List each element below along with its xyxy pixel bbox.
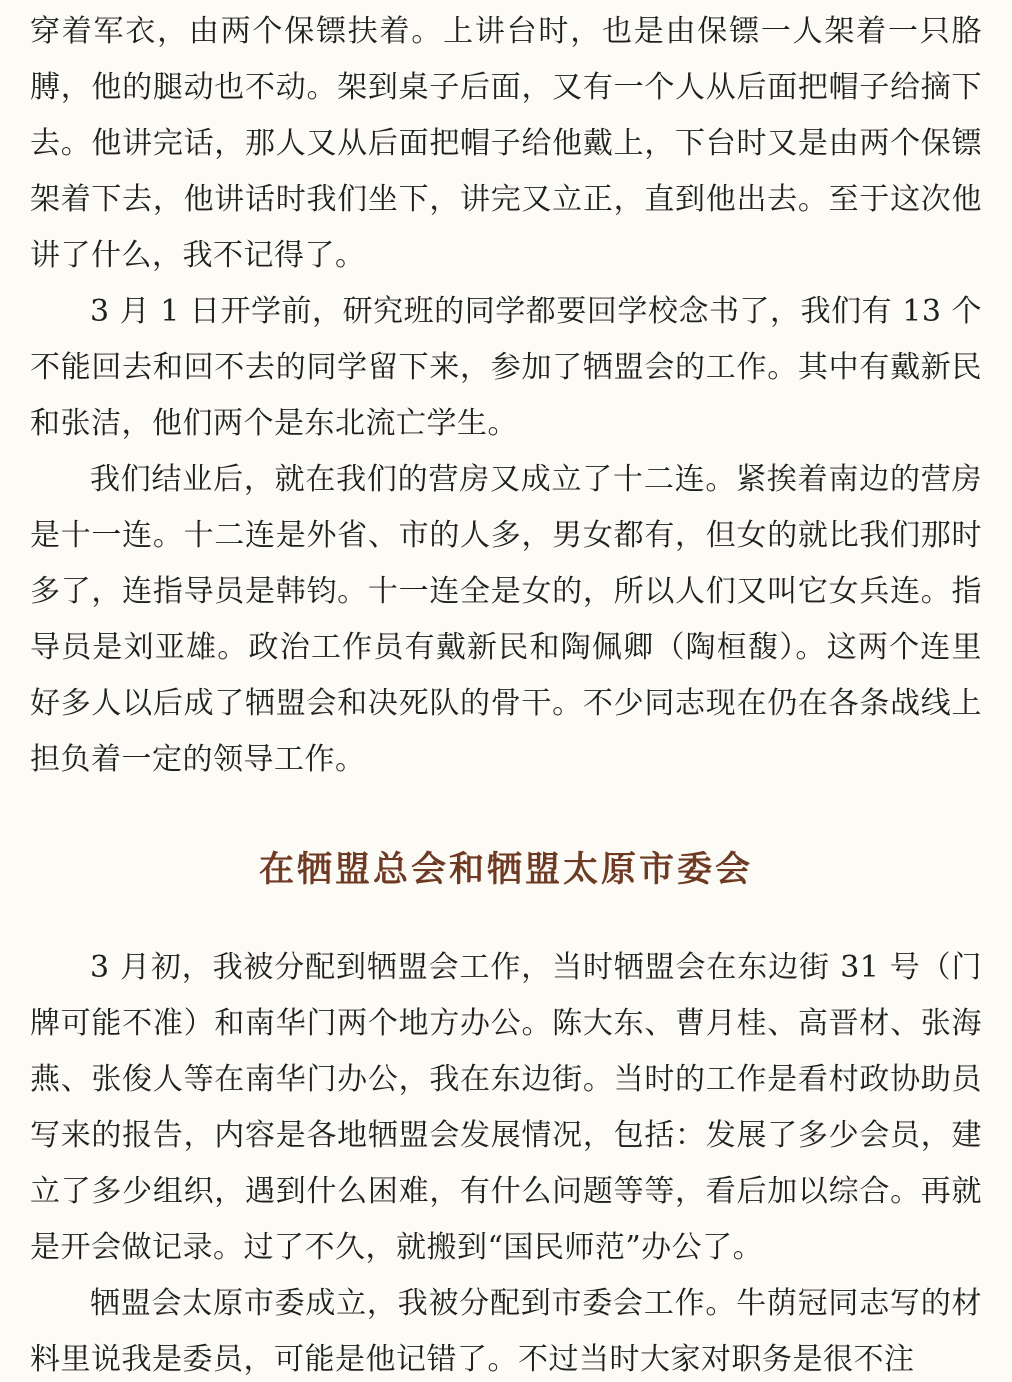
paragraph-5: 牺盟会太原市委成立，我被分配到市委会工作。牛荫冠同志写的材料里说我是委员，可能是他记错了。不过当时大家对职务是很不注 [30,1286,982,1377]
section-heading: 在牺盟总会和牺盟太原市委会 [258,850,753,890]
paragraph-3: 我们结业后，就在我们的营房又成立了十二连。紧挨着南边的营房是十一连。十二连是外省、市的人多，男女都有，但女的就比我们那时多了，连指导员是韩钧。十一连全是女的，所以人们又叫它女兵连。指导员是刘亚雄。政治工作员有戴新民和陶佩卿（陶桓馥）。这两个连里好多人以后成了牺盟会和决死队的骨干。不少同志现在仍在各条战线上担负着一定的领导工作。 [30,462,982,777]
paragraph-4: 3 月初，我被分配到牺盟会工作，当时牺盟会在东边街 31 号（门牌可能不准）和南华门两个地方办公。陈大东、曹月桂、高晋材、张海燕、张俊人等在南华门办公，我在东边街。当时的工作是看村政协助员写来的报告，内容是各地牺盟会发展情况，包括：发展了多少会员，建立了多少组织，遇到什么困难，有什么问题等等，看后加以综合。再就是开会做记录。过了不久，就搬到“国民师范”办公了。 [30,950,982,1265]
body-text-bottom [0,940,1012,1382]
paragraph-2: 3 月 1 日开学前，研究班的同学都要回学校念书了，我们有 13 个不能回去和回不去的同学留下来，参加了牺盟会的工作。其中有戴新民和张洁，他们两个是东北流亡学生。 [30,294,982,441]
body-text-top [0,4,1012,788]
paragraph-1: 穿着军衣，由两个保镖扶着。上讲台时，也是由保镖一人架着一只胳膊，他的腿动也不动。架到桌子后面，又有一个人从后面把帽子给摘下去。他讲完话，那人又从后面把帽子给他戴上，下台时又是由两个保镖架着下去，他讲话时我们坐下，讲完又立正，直到他出去。至于这次他讲了什么，我不记得了。 [30,14,982,273]
